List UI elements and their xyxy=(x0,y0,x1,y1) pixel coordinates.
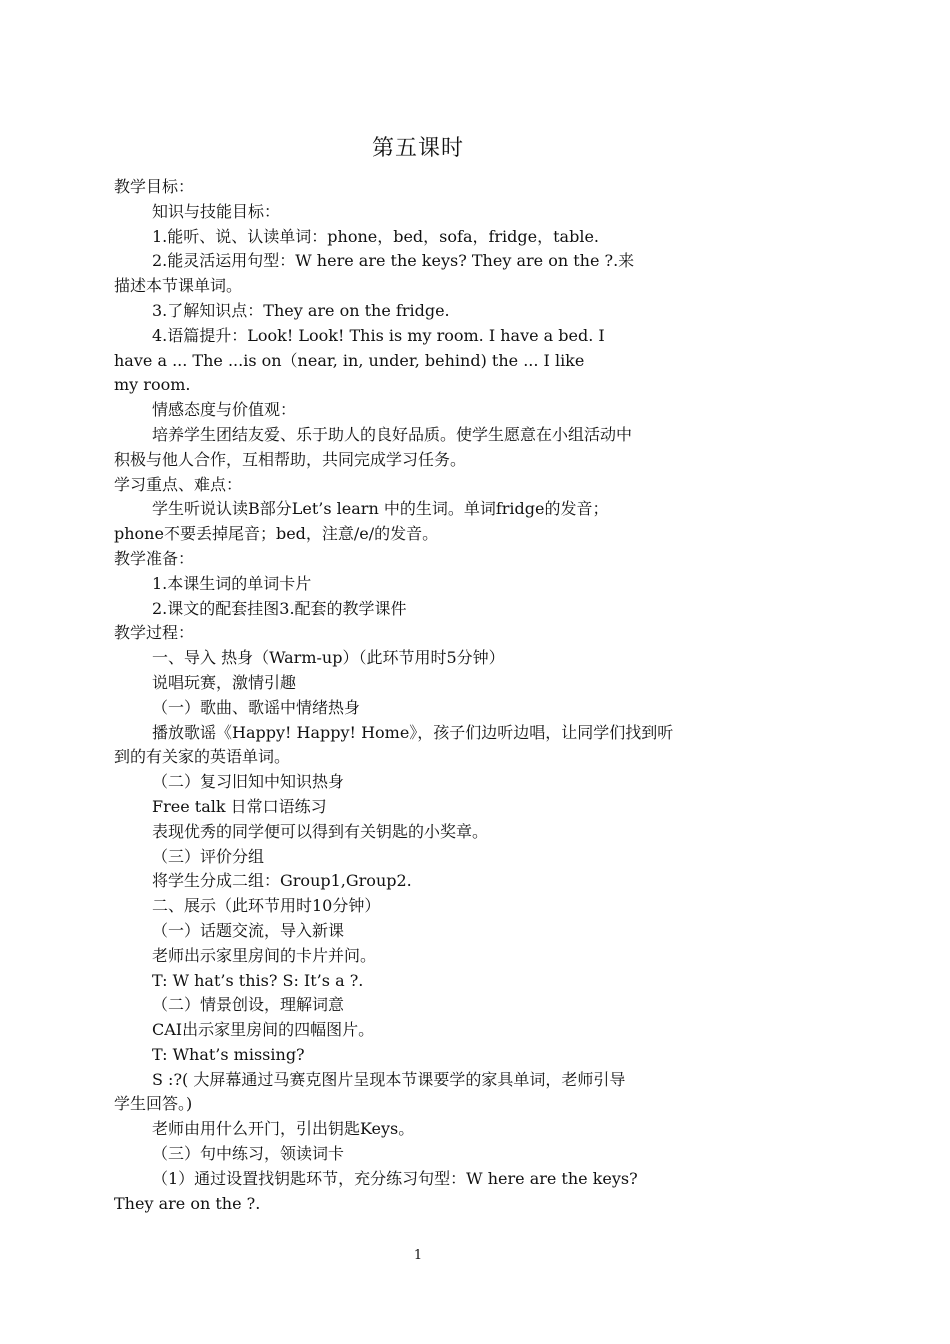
text-line: 2.能灵活运用句型：W here are the keys? They are on the ?.来 xyxy=(152,251,635,271)
text-line: T: W hat’s this? S: It’s a ?. xyxy=(152,970,364,990)
text-line: S :?( 大屏幕通过马赛克图片呈现本节课要学的家具单词，老师引导 xyxy=(152,1069,626,1089)
page-title: 第五课时 xyxy=(371,136,464,161)
text-line: 老师由用什么开门，引出钥匙Keys。 xyxy=(152,1119,415,1139)
text-line: 老师出示家里房间的卡片并问。 xyxy=(152,945,377,965)
text-line: （三）句中练习，领读词卡 xyxy=(152,1144,345,1164)
text-line: 一、导入 热身（Warm-up）（此环节用时5分钟） xyxy=(152,648,505,668)
text-line: （一）歌曲、歌谣中情绪热身 xyxy=(152,697,361,717)
text-line: T: What’s missing? xyxy=(152,1044,305,1064)
text-line: （二）复习旧知中知识热身 xyxy=(152,772,345,792)
text-line: 教学目标： xyxy=(114,177,195,196)
text-line: 二、展示（此环节用时10分钟） xyxy=(152,896,381,916)
text-line: 将学生分成二组：Group1,Group2. xyxy=(152,871,412,891)
text-line: 培养学生团结友爱、乐于助人的良好品质。使学生愿意在小组活动中 xyxy=(152,424,633,444)
document-body xyxy=(114,175,726,1216)
page-number: 1 xyxy=(413,1248,423,1263)
text-line: （二）情景创设，理解词意 xyxy=(152,995,345,1015)
text-line: 学生回答。) xyxy=(114,1094,193,1114)
text-line: have a ... The ...is on（near, in, under, behind) the ... I like xyxy=(114,350,585,370)
text-line: （1）通过设置找钥匙环节，充分练习句型：W here are the keys? xyxy=(152,1168,638,1188)
text-line: （三）评价分组 xyxy=(152,846,265,866)
text-line: 学生听说认读B部分Let’s learn 中的生词。单词fridge的发音； xyxy=(152,499,609,519)
text-line: 知识与技能目标： xyxy=(152,201,281,221)
text-line: 学习重点、难点： xyxy=(114,474,243,494)
text-line: 2.课文的配套挂图3.配套的教学课件 xyxy=(152,598,407,618)
text-line: 4.语篇提升：Look! Look! This is my room. I have a bed. I xyxy=(152,325,605,345)
text-line: 教学过程： xyxy=(114,623,195,643)
text-line: 到的有关家的英语单词。 xyxy=(114,747,291,767)
text-line: 说唱玩赛，激情引趣 xyxy=(152,672,297,692)
text-line: 1.能听、说、认读单词：phone，bed，sofa，fridge，table. xyxy=(152,226,600,246)
text-line: 教学准备： xyxy=(114,548,195,568)
text-line: 表现优秀的同学便可以得到有关钥匙的小奖章。 xyxy=(152,821,489,841)
text-line: phone不要丢掉尾音；bed，注意/e/的发音。 xyxy=(114,524,439,544)
text-line: 情感态度与价值观： xyxy=(152,400,297,420)
text-line: my room. xyxy=(114,375,191,395)
text-line: They are on the ?. xyxy=(114,1193,261,1213)
text-line: CAI出示家里房间的四幅图片。 xyxy=(152,1020,375,1040)
text-line: Free talk 日常口语练习 xyxy=(152,796,327,816)
text-line: 播放歌谣《Happy! Happy! Home》，孩子们边听边唱，让同学们找到听 xyxy=(152,722,674,742)
text-line: 描述本节课单词。 xyxy=(114,276,243,296)
text-line: 1.本课生词的单词卡片 xyxy=(152,573,312,593)
text-line: 3.了解知识点：They are on the fridge. xyxy=(152,300,450,320)
text-line: （一）话题交流，导入新课 xyxy=(152,920,345,940)
text-line: 积极与他人合作，互相帮助，共同完成学习任务。 xyxy=(114,449,467,469)
